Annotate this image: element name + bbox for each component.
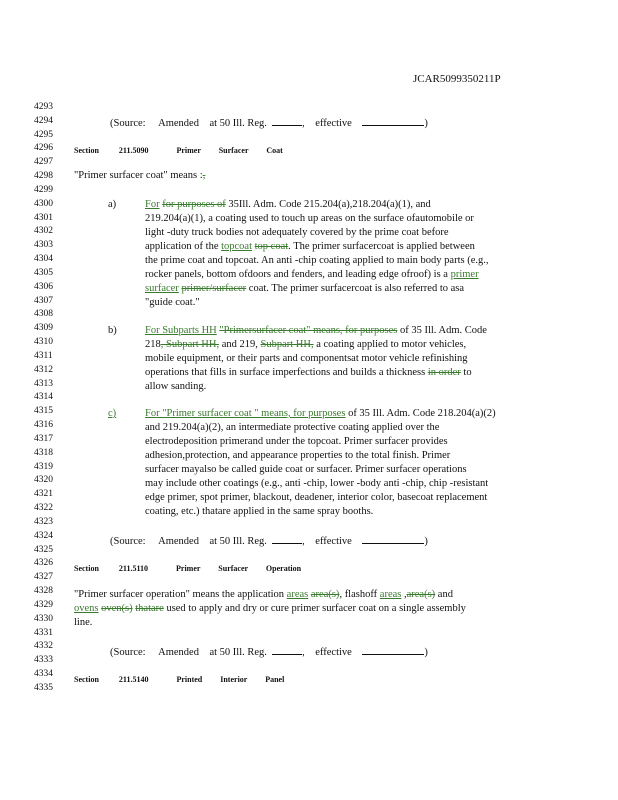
line-number: 4314	[34, 392, 53, 403]
item-a-line-6	[145, 269, 479, 281]
source-reg: at 50 Ill. Reg.	[209, 118, 267, 129]
section-word: Section	[74, 564, 99, 573]
item-c-line-7: edge primer, spot primer, blackout, deadener, interior color, basecoat replacement	[145, 492, 488, 503]
source-reg: at 50 Ill. Reg.	[209, 536, 267, 547]
source-close: )	[424, 536, 428, 547]
line-number: 4308	[34, 309, 53, 320]
deleted-text: thatare	[135, 603, 164, 614]
item-b-label: b)	[108, 325, 117, 336]
source-effective: effective	[315, 647, 352, 658]
line-number: 4305	[34, 267, 53, 278]
line-number: 4330	[34, 613, 53, 624]
effective-blank	[362, 645, 424, 655]
line-number: 4315	[34, 406, 53, 417]
source-amended: Amended	[158, 118, 199, 129]
line-number: 4326	[34, 558, 53, 569]
item-b-line-2	[145, 339, 466, 351]
item-a-line-4	[145, 241, 475, 253]
source-reg: at 50 Ill. Reg.	[209, 647, 267, 658]
item-a-label: a)	[108, 199, 117, 210]
item-c-line-3: electrodeposition primerand under the topcoat. Primer surfacer provides	[145, 436, 448, 447]
item-b-line-4	[145, 367, 472, 379]
section-title-3: Operation	[265, 564, 302, 573]
inserted-text: topcoat	[221, 241, 253, 252]
line-number: 4306	[34, 281, 53, 292]
section-title-2: Surfacer	[218, 564, 248, 573]
text: , flashoff	[339, 589, 378, 600]
deleted-text: Subpart HH,	[260, 339, 314, 350]
source-comma: ,	[302, 647, 308, 658]
deleted-text: for purposes of	[162, 199, 226, 210]
section-heading-5110	[74, 563, 301, 575]
source-comma: ,	[302, 118, 308, 129]
item-b-line-3: mobile equipment, or their parts and componentsat motor vehicle refinishing	[145, 353, 468, 364]
section-heading-5140	[74, 674, 284, 686]
text: a coating applied to motor vehicles,	[316, 339, 467, 350]
deleted-text: area(s)	[406, 589, 436, 600]
line-number: 4335	[34, 682, 53, 693]
line-number: 4309	[34, 323, 53, 334]
line-number: 4334	[34, 669, 53, 680]
reg-blank	[272, 116, 302, 126]
item-c-line-2: and 219.204(a)(2), an intermediate protective coating applied over the	[145, 422, 440, 433]
line-number: 4329	[34, 599, 53, 610]
item-c-line-6: may include other coatings (e.g., anti -chip, lower -body anti -chip, chip -resistant	[145, 478, 489, 489]
text: ,	[403, 589, 407, 600]
source-effective: effective	[315, 536, 352, 547]
inserted-text: surfacer	[145, 283, 179, 294]
section-title-3: Panel	[265, 675, 285, 684]
line-number: 4295	[34, 129, 53, 140]
line-number: 4303	[34, 240, 53, 251]
source-amended: Amended	[158, 536, 199, 547]
line-number: 4310	[34, 337, 53, 348]
section-title-1: Primer	[176, 564, 201, 573]
line-number: 4297	[34, 157, 53, 168]
inserted-text: For	[145, 199, 160, 210]
reg-blank	[272, 534, 302, 544]
item-b-line-5: allow sanding.	[145, 381, 207, 392]
source-close: )	[424, 118, 428, 129]
definition-primer-surfacer-coat	[74, 170, 205, 182]
document-header: JCAR5099350211P	[413, 73, 501, 85]
text: to	[463, 367, 472, 378]
line-number: 4322	[34, 503, 53, 514]
source-close: )	[424, 647, 428, 658]
section-title-1: Primer	[176, 146, 201, 155]
line-number: 4294	[34, 115, 53, 126]
reg-blank	[272, 645, 302, 655]
item-c-label: c)	[108, 408, 117, 419]
item-a-line-3: light -duty truck bodies not adequately covered by the prime coat before	[145, 227, 449, 238]
line-number: 4302	[34, 226, 53, 237]
effective-blank	[362, 116, 424, 126]
text: operations that fills in surface imperfections and builds a thickness	[145, 367, 426, 378]
inserted-text: areas	[379, 589, 402, 600]
text: 218	[145, 339, 161, 350]
line-number: 4293	[34, 102, 53, 112]
section-word: Section	[74, 146, 99, 155]
section-title-2: Surfacer	[218, 146, 249, 155]
item-c-line-4: adhesion,protection, and appearance properties to the total finish. Primer	[145, 450, 451, 461]
definition-operation-line-3: line.	[74, 617, 93, 628]
item-a-line-7	[145, 283, 464, 295]
section-title-1: Printed	[176, 675, 203, 684]
source-note-2	[110, 534, 428, 548]
effective-blank	[362, 534, 424, 544]
text: of 35 Ill. Adm. Code 218.204(a)(2)	[348, 408, 496, 419]
line-number: 4313	[34, 378, 53, 389]
section-word: Section	[74, 675, 99, 684]
line-number: 4296	[34, 143, 53, 154]
text: . The primer surfacercoat is applied between	[288, 241, 475, 252]
source-amended: Amended	[158, 647, 199, 658]
inserted-text: areas	[286, 589, 309, 600]
line-number: 4300	[34, 198, 53, 209]
item-a-line-8: "guide coat."	[145, 297, 200, 308]
inserted-text: primer	[450, 269, 479, 280]
line-number: 4301	[34, 212, 53, 223]
item-c-line-8: coating, etc.) thatare applied in the same spray booths.	[145, 506, 374, 517]
source-effective: effective	[315, 118, 352, 129]
line-number: 4298	[34, 171, 53, 182]
deleted-text: area(s)	[310, 589, 340, 600]
item-a-line-5: the prime coat and topcoat. An anti -chip coating applied to main body parts (e.g.,	[145, 255, 489, 266]
item-c-line-1	[145, 408, 496, 420]
source-note-3	[110, 645, 428, 659]
deleted-text: "Primersurfacer coat" means, for purposes	[219, 325, 398, 336]
line-number: 4304	[34, 254, 53, 265]
definition-operation-line-2	[74, 603, 466, 615]
inserted-text: For Subparts HH	[145, 325, 217, 336]
line-number: 4311	[34, 350, 53, 361]
text: of 35 Ill. Adm. Code	[399, 325, 487, 336]
text: used to apply and dry or cure primer surfacer coat on a single assembly	[166, 603, 466, 614]
line-number: 4318	[34, 447, 53, 458]
source-note	[110, 116, 428, 130]
source-open: (Source:	[110, 118, 146, 129]
line-number: 4323	[34, 516, 53, 527]
text: "Primer surfacer operation" means the application	[74, 589, 285, 600]
section-heading-5090	[74, 145, 283, 157]
definition-operation-line-1	[74, 589, 453, 601]
line-number: 4316	[34, 420, 53, 431]
text: coat. The primer surfacercoat is also referred to asa	[248, 283, 465, 294]
text: and	[437, 589, 453, 600]
inserted-text: ovens	[74, 603, 99, 614]
source-open: (Source:	[110, 647, 146, 658]
deleted-text: top coat	[254, 241, 289, 252]
line-number: 4327	[34, 572, 53, 583]
section-title-2: Interior	[220, 675, 248, 684]
text: and 219,	[221, 339, 258, 350]
definition-text: "Primer surfacer coat" means :	[74, 170, 203, 181]
inserted-text: For "Primer surfacer coat " means, for purposes	[145, 408, 346, 419]
text: 35Ill. Adm. Code 215.204(a),218.204(a)(1), and	[228, 199, 431, 210]
line-number: 4321	[34, 489, 53, 500]
line-number: 4312	[34, 364, 53, 375]
section-number: 211.5110	[118, 564, 149, 573]
item-a-line-1	[145, 199, 431, 211]
line-number: 4320	[34, 475, 53, 486]
deleted-text: in order	[427, 367, 461, 378]
item-a-line-2: 219.204(a)(1), a coating used to touch up areas on the surface ofautomobile or	[145, 213, 474, 224]
deleted-comma: ,	[202, 170, 206, 181]
deleted-text: primer/surfacer	[181, 283, 247, 294]
line-number: 4328	[34, 586, 53, 597]
source-open: (Source:	[110, 536, 146, 547]
line-number: 4331	[34, 627, 53, 638]
line-number: 4332	[34, 641, 53, 652]
line-number: 4325	[34, 544, 53, 555]
text: rocker panels, bottom ofdoors and fenders, and leading edge ofroof) is a	[145, 269, 448, 280]
line-number: 4319	[34, 461, 53, 472]
section-number: 211.5140	[118, 675, 149, 684]
source-comma: ,	[302, 536, 308, 547]
item-b-line-1	[145, 325, 487, 337]
section-title-3: Coat	[266, 146, 283, 155]
line-number: 4307	[34, 295, 53, 306]
line-number: 4333	[34, 655, 53, 666]
line-number: 4299	[34, 184, 53, 195]
deleted-text: oven(s)	[101, 603, 133, 614]
deleted-text: , Subpart HH,	[160, 339, 220, 350]
line-number: 4317	[34, 433, 53, 444]
item-c-line-5: surfacer mayalso be called guide coat or surfacer. Primer surfacer operations	[145, 464, 467, 475]
text: application of the	[145, 241, 219, 252]
section-number: 211.5090	[118, 146, 149, 155]
line-number: 4324	[34, 530, 53, 541]
